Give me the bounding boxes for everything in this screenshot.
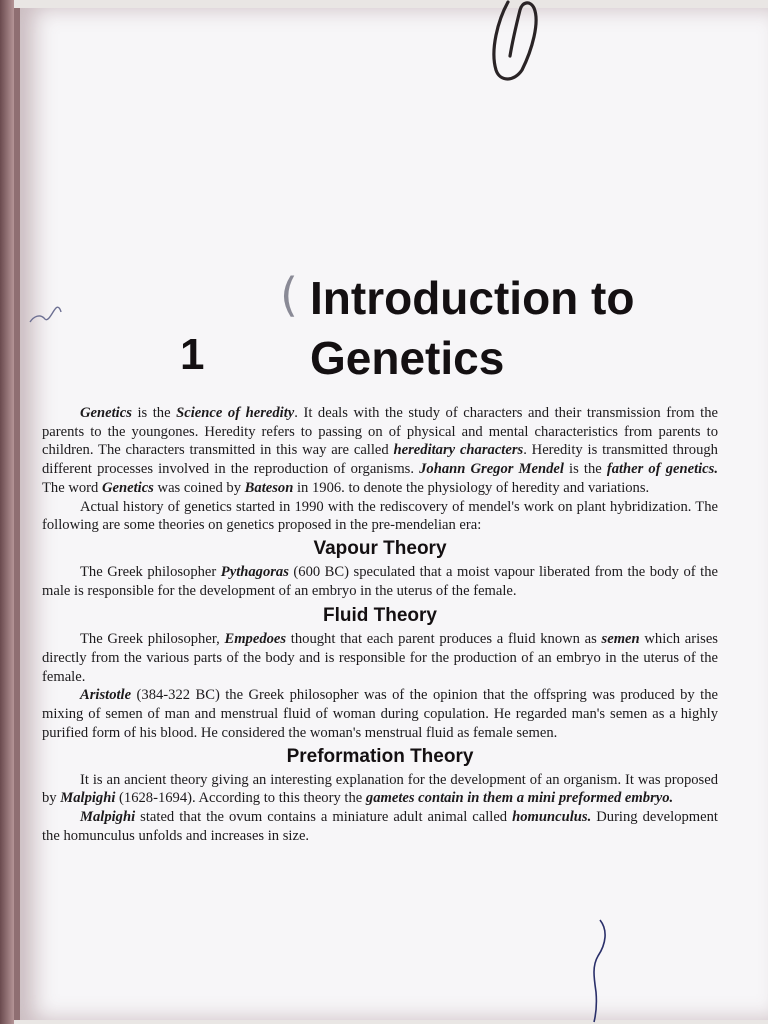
vapour-theory-heading: Vapour Theory: [313, 537, 447, 559]
pen-scribble-mark: [28, 304, 68, 326]
chapter-number: 1: [180, 330, 205, 379]
preformation-theory-heading: Preformation Theory: [286, 745, 474, 767]
fluid-paragraph-1: The Greek philosopher, Empedoes thought that each parent produces a fluid known as semen which arises directly from the various parts of the body and is responsible for the production of an embryo in the uterus of the female.: [42, 631, 718, 685]
intro-paragraph-2: Actual history of genetics started in 1990 with the rediscovery of mendel's work on plant hybridization. The following are some theories on genetics proposed in the pre-mendelian era:: [42, 498, 718, 534]
paper-clip-icon: [478, 0, 548, 84]
chapter-body: [42, 404, 718, 845]
preformation-paragraph-1: It is an ancient theory giving an interesting explanation for the development of an organism. It was proposed by Malpighi (1628-1694). According to this theory the gametes contain in them a mini preformed embryo.: [42, 771, 718, 807]
chapter-paren-mark: (: [280, 268, 298, 322]
book-spine: [0, 0, 14, 1024]
chapter-title-line-2: Genetics: [310, 332, 505, 384]
fluid-theory-heading: Fluid Theory: [323, 605, 437, 627]
pen-bracket-mark: [588, 916, 618, 1024]
chapter-title: [310, 268, 750, 388]
fluid-paragraph-2: Aristotle (384-322 BC) the Greek philosopher was of the opinion that the offspring was produced by the mixing of semen of man and menstrual fluid of woman during copulation. He regarded man's semen as a highly purified form of his blood. He considered the woman's menstrual fluid as female semen.: [42, 687, 718, 741]
chapter-title-line-1: Introduction to: [310, 272, 635, 324]
preformation-paragraph-2: Malpighi stated that the ovum contains a miniature adult animal called homunculus. During development the homunculus unfolds and increases in size.: [42, 808, 718, 844]
intro-paragraph-1: Genetics is the Science of heredity. It deals with the study of characters and their transmission from the parents to the youngones. Heredity refers to passing on of physical and mental characteristics from parents to children. The characters transmitted in this way are called hereditary characters. Heredity is transmitted through different processes involved in the reproduction of organisms. Johann Gregor Mendel is the father of genetics. The word Genetics was coined by Bateson in 1906. to denote the physiology of heredity and variations.: [42, 405, 718, 496]
vapour-paragraph-1: The Greek philosopher Pythagoras (600 BC) speculated that a moist vapour liberated from the body of the male is responsible for the development of an embryo in the uterus of the female.: [42, 563, 718, 599]
